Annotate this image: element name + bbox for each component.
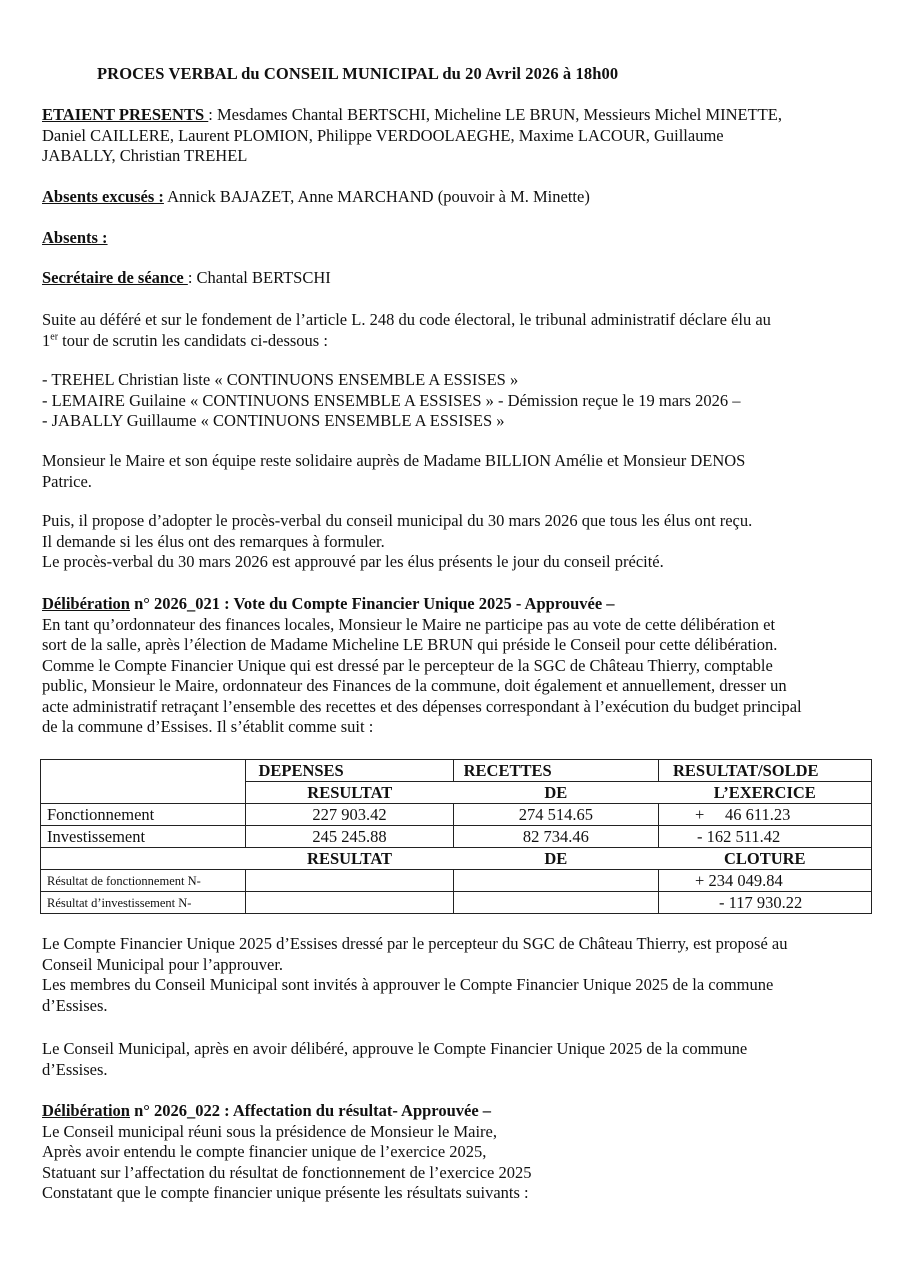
presents-line1: Mesdames Chantal BERTSCHI, Micheline LE BRUN, Messieurs Michel MINETTE, xyxy=(217,105,782,124)
absents-block xyxy=(42,228,877,249)
presents-line3: JABALLY, Christian TREHEL xyxy=(42,146,248,165)
candidats-list xyxy=(42,370,877,432)
pv-line: Puis, il propose d’adopter le procès-verbal du conseil municipal du 30 mars 2026 que tous les élus ont reçu. xyxy=(42,511,753,530)
delib1-line: En tant qu’ordonnateur des finances locales, Monsieur le Maire ne participe pas au vote de cette délibération et xyxy=(42,614,776,634)
table-cell xyxy=(41,760,246,782)
cfu-block xyxy=(42,934,877,1016)
solidaire-line2: Patrice. xyxy=(42,471,92,491)
cfu-line: Les membres du Conseil Municipal sont invités à approuver le Compte Financier Unique 2025 de la commune xyxy=(42,975,774,994)
table-cell: 82 734.46 xyxy=(453,826,658,848)
secretaire-block xyxy=(42,268,877,289)
delib1-label: Délibération xyxy=(42,594,130,613)
table-cell xyxy=(246,892,453,914)
table-cell: Résultat de fonctionnement N- xyxy=(41,870,246,892)
table-row xyxy=(41,804,872,826)
table-header-row xyxy=(41,760,872,782)
excuses-text: Annick BAJAZET, Anne MARCHAND (pouvoir à M. Minette) xyxy=(163,187,590,206)
table-cell: Investissement xyxy=(41,826,246,848)
table-header: RESULTAT xyxy=(246,848,453,870)
table-header-row xyxy=(41,782,872,804)
table-header: DEPENSES xyxy=(246,760,453,782)
delib2-block xyxy=(42,1101,877,1204)
list-item: - JABALLY Guillaume « CONTINUONS ENSEMBLE A ESSISES » xyxy=(42,411,505,430)
table-cell xyxy=(41,782,246,804)
table-cell xyxy=(453,892,658,914)
table-cell: + 46 611.23 xyxy=(659,804,872,826)
delib1-line: de la commune d’Essises. Il s’établit comme suit : xyxy=(42,717,374,736)
cfu-line: Le Conseil Municipal, après en avoir délibéré, approuve le Compte Financier Unique 2025 de la commune xyxy=(42,1039,748,1058)
table-row xyxy=(41,826,872,848)
results-table xyxy=(40,759,872,914)
table-header: DE xyxy=(453,848,658,870)
list-item: - LEMAIRE Guilaine « CONTINUONS ENSEMBLE A ESSISES » - Démission reçue le 19 mars 2026 – xyxy=(42,390,741,410)
table-cell xyxy=(453,870,658,892)
defere-line1: Suite au déféré et sur le fondement de l’article L. 248 du code électoral, le tribunal administratif déclare élu au xyxy=(42,310,771,329)
cfu-line: Conseil Municipal pour l’approuver. xyxy=(42,954,284,974)
table-cell: + 234 049.84 xyxy=(659,870,872,892)
delib2-line: Statuant sur l’affectation du résultat de fonctionnement de l’exercice 2025 xyxy=(42,1162,532,1182)
pv-line: Il demande si les élus ont des remarques à formuler. xyxy=(42,531,385,551)
delib2-label: Délibération xyxy=(42,1101,130,1120)
solidaire-block xyxy=(42,451,877,492)
excuses-label: Absents excusés : xyxy=(42,187,164,206)
presents-block xyxy=(42,105,877,167)
pv-line: Le procès-verbal du 30 mars 2026 est approuvé par les élus présents le jour du conseil précité. xyxy=(42,552,664,571)
table-row xyxy=(41,892,872,914)
secretaire-text: : Chantal BERTSCHI xyxy=(187,268,331,287)
table-cell: - 117 930.22 xyxy=(659,892,872,914)
cfu-approval-block xyxy=(42,1039,877,1080)
presents-sep: : xyxy=(208,105,217,124)
table-header-row xyxy=(41,848,872,870)
table-header: L’EXERCICE xyxy=(659,782,872,804)
defere-ordinal: 1 xyxy=(42,330,51,350)
presents-line2: Daniel CAILLERE, Laurent PLOMION, Philippe VERDOOLAEGHE, Maxime LACOUR, Guillaume xyxy=(42,125,724,145)
table-header: CLOTURE xyxy=(659,848,872,870)
delib1-line: acte administratif retraçant l’ensemble des recettes et des dépenses correspondant à l’exécution du budget principal xyxy=(42,696,802,716)
table-cell: 274 514.65 xyxy=(453,804,658,826)
delib1-line: sort de la salle, après l’élection de Madame Micheline LE BRUN qui préside le Conseil pour cette délibération. xyxy=(42,635,778,654)
defere-line2: tour de scrutin les candidats ci-dessous : xyxy=(58,330,328,350)
cfu-line: Le Compte Financier Unique 2025 d’Essises dressé par le percepteur du SGC de Château Thierry, est proposé au xyxy=(42,934,788,953)
defere-block xyxy=(42,310,877,351)
presents-label: ETAIENT PRESENTS xyxy=(42,105,209,124)
delib2-title: n° 2026_022 : Affectation du résultat- Approuvée – xyxy=(130,1101,492,1120)
table-header: RESULTAT/SOLDE xyxy=(659,760,872,782)
table-cell: 245 245.88 xyxy=(246,826,453,848)
table-cell: Résultat d’investissement N- xyxy=(41,892,246,914)
delib2-line: Constatant que le compte financier unique présente les résultats suivants : xyxy=(42,1183,529,1202)
delib2-line: Le Conseil municipal réuni sous la présidence de Monsieur le Maire, xyxy=(42,1121,497,1141)
table-header: RECETTES xyxy=(453,760,658,782)
table-row xyxy=(41,870,872,892)
secretaire-label: Secrétaire de séance xyxy=(42,268,188,287)
defere-ordinal-sup: er xyxy=(50,331,59,342)
solidaire-line1: Monsieur le Maire et son équipe reste solidaire auprès de Madame BILLION Amélie et Monsieur DENOS xyxy=(42,451,746,470)
excuses-block xyxy=(42,187,877,208)
table-header: RESULTAT xyxy=(246,782,453,804)
delib1-line: Comme le Compte Financier Unique qui est dressé par le percepteur de la SGC de Château Thierry, comptable xyxy=(42,655,773,675)
table-cell xyxy=(41,848,246,870)
absents-label: Absents : xyxy=(42,228,108,247)
table-cell: - 162 511.42 xyxy=(659,826,872,848)
table-cell xyxy=(246,870,453,892)
page-title: PROCES VERBAL du CONSEIL MUNICIPAL du 20 Avril 2026 à 18h00 xyxy=(97,64,619,83)
table-cell: 227 903.42 xyxy=(246,804,453,826)
delib2-line: Après avoir entendu le compte financier unique de l’exercice 2025, xyxy=(42,1142,487,1161)
delib1-title: n° 2026_021 : Vote du Compte Financier Unique 2025 - Approuvée – xyxy=(130,594,615,613)
delib1-line: public, Monsieur le Maire, ordonnateur des Finances de la commune, doit également et annuellement, dresser un xyxy=(42,676,787,695)
table-cell: Fonctionnement xyxy=(41,804,246,826)
cfu-line: d’Essises. xyxy=(42,995,108,1015)
cfu-line: d’Essises. xyxy=(42,1059,108,1079)
pv-block xyxy=(42,511,877,573)
list-item: - TREHEL Christian liste « CONTINUONS ENSEMBLE A ESSISES » xyxy=(42,370,519,389)
delib1-block xyxy=(42,594,877,738)
table-header: DE xyxy=(453,782,658,804)
